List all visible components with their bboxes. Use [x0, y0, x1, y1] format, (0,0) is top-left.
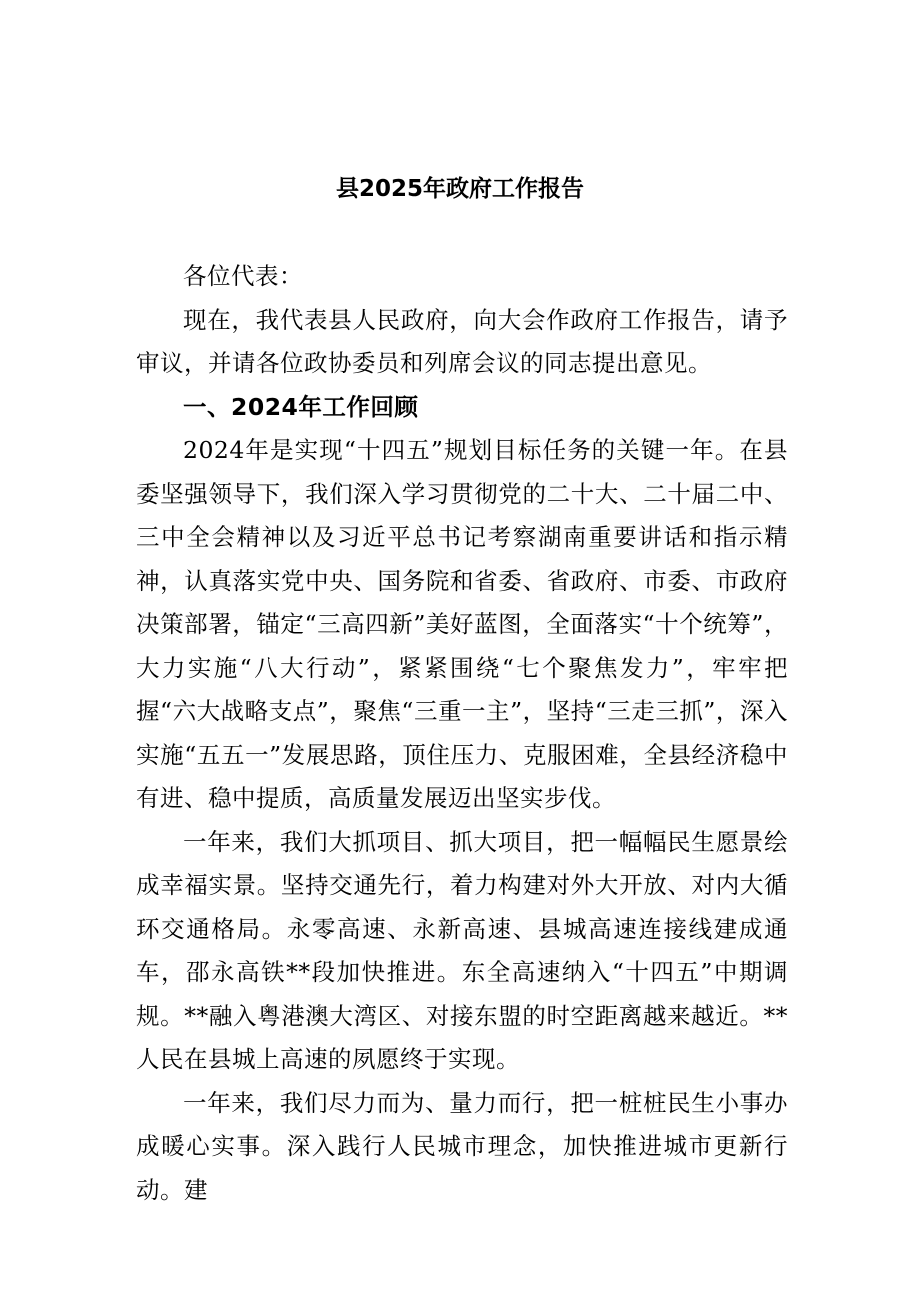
document-body — [136, 255, 788, 1212]
paragraph: 一年来，我们大抓项目、抓大项目，把一幅幅民生愿景绘成幸福实景。坚持交通先行，着力构建对外大开放、对内大循环交通格局。永零高速、永新高速、县城高速连接线建成通车，邵永高铁**段加快推进。东全高速纳入“十四五”中期调规。**融入粤港澳大湾区、对接东盟的时空距离越来越近。**人民在县城上高速的夙愿终于实现。 — [136, 827, 788, 1073]
paragraph: 2024年是实现“十四五”规划目标任务的关键一年。在县委坚强领导下，我们深入学习贯彻党的二十大、二十届二中、三中全会精神以及习近平总书记考察湖南重要讲话和指示精神，认真落实党中央、国务院和省委、省政府、市委、市政府决策部署，锚定“三高四新”美好蓝图，全面落实“十个统筹”，大力实施“八大行动”，紧紧围绕“七个聚焦发力”，牢牢把握“六大战略支点”，聚焦“三重一主”，坚持“三走三抓”，深入实施“五五一”发展思路，顶住压力、克服困难，全县经济稳中有进、稳中提质，高质量发展迈出坚实步伐。 — [136, 436, 788, 812]
document-title: 县2025年政府工作报告 — [335, 176, 584, 202]
paragraph: 一年来，我们尽力而为、量力而行，把一桩桩民生小事办成暖心实事。深入践行人民城市理念，加快推进城市更新行动。建 — [136, 1088, 788, 1204]
section-heading: 一、2024年工作回顾 — [183, 392, 419, 421]
intro-paragraph: 现在，我代表县人民政府，向大会作政府工作报告，请予审议，并请各位政协委员和列席会议的同志提出意见。 — [136, 305, 788, 377]
salutation: 各位代表： — [183, 262, 303, 290]
